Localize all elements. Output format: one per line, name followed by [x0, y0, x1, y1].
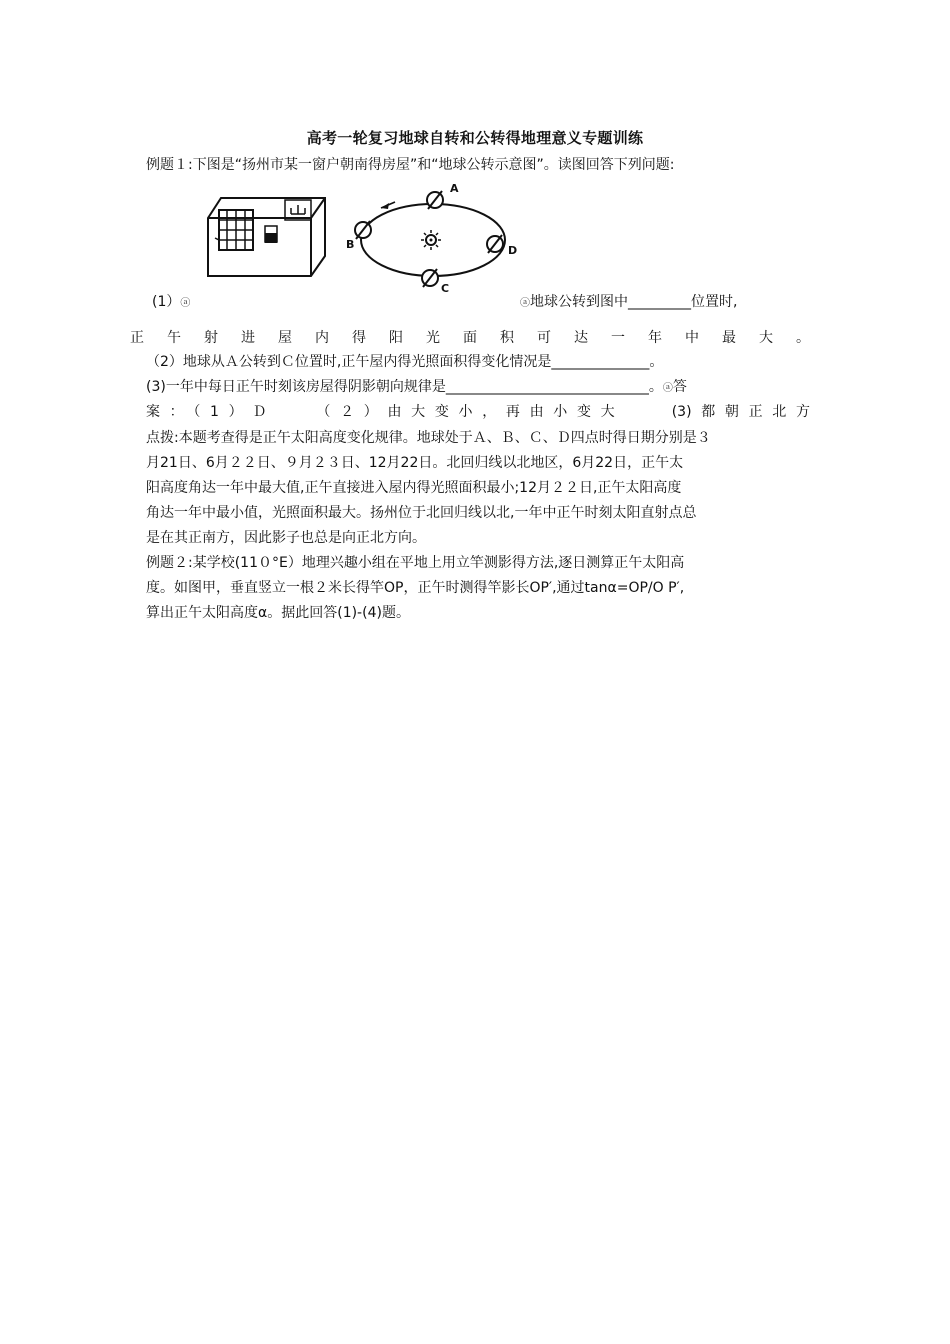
question1-blank-line — [520, 292, 737, 314]
question3 — [146, 377, 810, 399]
analysis-line-4: 角达一年中最小值，光照面积最大。扬州位于北回归线以北,一年中正午时刻太阳直射点总 — [146, 505, 697, 521]
glyph-icon: ⓐ — [662, 383, 673, 394]
question3-text: (3)一年中每日正午时刻该房屋得阴影朝向规律是_____________________________。 — [146, 379, 663, 395]
example2-line-1: 例题２:某学校(11０°E）地理兴趣小组在平地上用立竿测影得方法,逐日测算正午太阳高 — [146, 555, 685, 571]
figure-house-and-orbit — [205, 178, 535, 298]
label-b: B — [346, 238, 355, 251]
label-d: D — [508, 244, 518, 257]
analysis-line-3: 阳高度角达一年中最大值,正午直接进入屋内得光照面积最小;12月２２日,正午太阳高度 — [146, 480, 682, 496]
analysis-line-2: 月21日、6月２２日、９月２３日、12月22日。北回归线以北地区，6月22日，正午太 — [146, 455, 684, 471]
sun-icon — [421, 230, 441, 250]
analysis-line-5: 是在其正南方，因此影子也总是向正北方向。 — [146, 530, 426, 546]
question1-start — [152, 292, 190, 314]
answer-heading: 答 — [672, 379, 687, 395]
label-a: A — [450, 182, 459, 195]
question1-text: 地球公转到图中_________位置时, — [530, 294, 738, 310]
example2-line-2: 度。如图甲，垂直竖立一根２米长得竿OP，正午时测得竿影长OP′,通过tanα=OP/O P′, — [146, 580, 685, 596]
glyph-icon: ⓐ — [180, 298, 191, 309]
question1-number: (1） — [152, 294, 181, 310]
document-title: 高考一轮复习地球自转和公转得地理意义专题训练 — [306, 129, 644, 147]
earth-position-c — [422, 269, 438, 287]
earth-position-d — [487, 235, 503, 253]
orbit-diagram — [346, 182, 517, 295]
example1-prompt: 例题１:下图是“扬州市某一窗户朝南得房屋”和“地球公转示意图”。读图回答下列问题: — [146, 157, 675, 173]
label-c: C — [441, 282, 450, 295]
analysis-line-1: 点拨:本题考查得是正午太阳高度变化规律。地球处于Ａ、Ｂ、Ｃ、Ｄ四点时得日期分别是３ — [146, 430, 711, 446]
question2: （2）地球从Ａ公转到Ｃ位置时,正午屋内得光照面积得变化情况是______________。 — [146, 354, 664, 370]
example2-line-3: 算出正午太阳高度α。据此回答(1)-(4)题。 — [146, 605, 410, 621]
answer-text: 案：（1）Ｄ （２）由大变小，再由小变大 (3)都朝正北方 — [146, 404, 810, 420]
question1-continuation: 正 午 射 进 屋 内 得 阳 光 面 积 可 达 一 年 中 最 大 。 — [130, 330, 810, 346]
glyph-icon: ⓐ — [520, 298, 530, 309]
earth-position-a — [427, 191, 443, 209]
earth-position-b — [355, 221, 371, 239]
house-illustration — [208, 198, 325, 276]
